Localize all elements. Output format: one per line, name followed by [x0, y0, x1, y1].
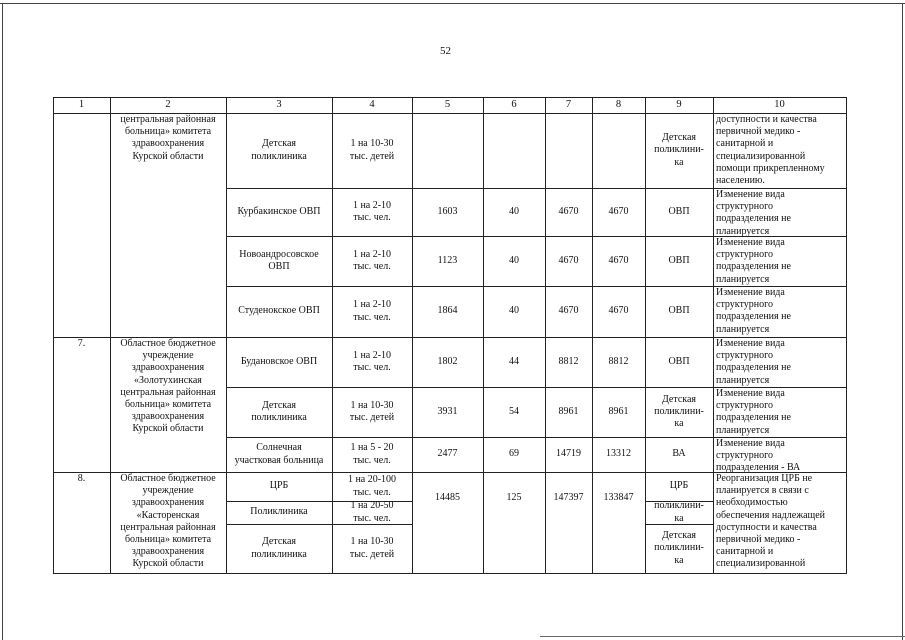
- value-cell: [545, 113, 592, 188]
- organization-name: Областное бюджетное учреждение здравоохранения «Золотухинская центральная районная больница» комитета здравоохранения Курской области: [120, 338, 216, 435]
- header-cell: 2: [165, 98, 171, 110]
- norm-cell: 1 на 20-100 тыс. чел.: [347, 474, 397, 498]
- value-cell: 40: [509, 254, 519, 266]
- value-cell: 8961: [558, 405, 579, 417]
- header-cell: 7: [565, 98, 572, 110]
- row-number: 7.: [77, 338, 86, 349]
- organization-name: Областное бюджетное учреждение здравоохранения «Касторенская центральная районная больница» комитета здравоохранения Курской области: [120, 473, 216, 570]
- unit-type: ОВП: [668, 305, 690, 317]
- table-bottom-border: [53, 573, 847, 574]
- organization-name: центральная районная больница» комитета здравоохранения Курской области: [120, 114, 216, 162]
- value-cell: 1123: [437, 254, 458, 266]
- unit-name: Поликлиника: [250, 506, 308, 518]
- value-cell: 4670: [558, 205, 579, 217]
- note-cell: Изменение вида структурного подразделения не планируется: [716, 388, 791, 436]
- value-cell: [592, 113, 645, 188]
- norm-cell: 1 на 2-10 тыс. чел.: [352, 349, 392, 373]
- value-cell: 14485: [435, 491, 460, 503]
- unit-type: Детская поликлини- ка: [654, 393, 704, 430]
- header-cell: 5: [444, 98, 451, 110]
- value-cell: [483, 113, 545, 188]
- header-cell: 10: [774, 98, 785, 110]
- value-cell: 40: [509, 205, 519, 217]
- norm-cell: 1 на 2-10 тыс. чел.: [352, 248, 392, 272]
- header-cell: 9: [676, 98, 682, 110]
- unit-type: ОВП: [668, 205, 690, 217]
- value-cell: 40: [509, 305, 519, 317]
- page-number: 52: [440, 45, 451, 57]
- unit-type: ВА: [672, 448, 686, 460]
- value-cell: 54: [509, 405, 519, 417]
- norm-cell: 1 на 10-30 тыс. детей: [349, 399, 395, 423]
- value-cell: 44: [509, 355, 519, 367]
- unit-name: Новоандросовское ОВП: [239, 248, 319, 272]
- value-cell: [412, 113, 483, 188]
- value-cell: 4670: [608, 305, 629, 317]
- unit-name: Детская поликлиника: [251, 138, 307, 162]
- value-cell: 3931: [437, 405, 458, 417]
- note-cell: Изменение вида структурного подразделения не планируется: [716, 338, 791, 386]
- unit-type: поликлини- ка: [654, 501, 704, 524]
- unit-name: Будановское ОВП: [240, 355, 318, 367]
- value-cell: 14719: [556, 448, 581, 460]
- header-cell: 3: [276, 98, 282, 110]
- value-cell: 4670: [558, 305, 579, 317]
- header-cell: 1: [78, 98, 85, 110]
- value-cell: 8812: [608, 355, 629, 367]
- value-cell: 4670: [558, 254, 579, 266]
- note-cell: Изменение вида структурного подразделения - ВА: [716, 438, 801, 472]
- unit-name: ЦРБ: [269, 480, 289, 492]
- unit-name: Солнечная участковая больница: [234, 442, 324, 466]
- value-cell: 4670: [608, 205, 629, 217]
- unit-name: Детская поликлиника: [251, 536, 307, 560]
- value-cell: 147397: [553, 491, 584, 503]
- value-cell: 1864: [437, 305, 458, 317]
- value-cell: 8961: [608, 405, 629, 417]
- value-cell: 8812: [558, 355, 579, 367]
- column-divider: [846, 97, 847, 574]
- note-cell: Изменение вида структурного подразделения не планируется: [716, 189, 791, 236]
- value-cell: 133847: [603, 491, 634, 503]
- value-cell: 13312: [606, 448, 631, 460]
- value-cell: 1802: [437, 355, 458, 367]
- value-cell: 2477: [437, 448, 458, 460]
- value-cell: 69: [509, 448, 519, 460]
- unit-type: Детская поликлини- ка: [654, 530, 704, 566]
- norm-cell: 1 на 2-10 тыс. чел.: [352, 299, 392, 323]
- unit-type: ОВП: [668, 254, 690, 266]
- header-cell: 6: [511, 98, 517, 110]
- norm-cell: 1 на 20-50 тыс. чел.: [350, 501, 394, 524]
- value-cell: 4670: [608, 254, 629, 266]
- value-cell: 125: [506, 491, 522, 503]
- unit-name: Курбакинское ОВП: [237, 205, 321, 217]
- norm-cell: 1 на 10-30 тыс. детей: [349, 138, 395, 162]
- note-cell: Изменение вида структурного подразделения не планируется: [716, 287, 791, 335]
- note-cell: Изменение вида структурного подразделения не планируется: [716, 237, 791, 285]
- header-cell: 4: [369, 98, 375, 110]
- unit-name: Студенокское ОВП: [238, 305, 320, 317]
- norm-cell: 1 на 5 - 20 тыс. чел.: [350, 442, 394, 466]
- header-cell: 8: [615, 98, 622, 110]
- table-top-border: [53, 97, 846, 98]
- row-number: 8.: [77, 473, 86, 484]
- norm-cell: 1 на 10-30 тыс. детей: [349, 536, 395, 560]
- value-cell: 1603: [437, 205, 458, 217]
- unit-name: Детская поликлиника: [251, 399, 307, 423]
- note-cell: Реорганизация ЦРБ не планируется в связи с необходимостью обеспечения надлежащей доступности и качества первичной медико - санитарной и специализированной: [716, 473, 826, 570]
- unit-type: ОВП: [668, 355, 690, 367]
- note-cell: доступности и качества первичной медико - санитарной и специализированной помощи прикрепленному населению.: [716, 114, 825, 186]
- unit-type: Детская поликлини- ка: [654, 132, 704, 168]
- norm-cell: 1 на 2-10 тыс. чел.: [352, 199, 392, 223]
- unit-type: ЦРБ: [669, 480, 689, 492]
